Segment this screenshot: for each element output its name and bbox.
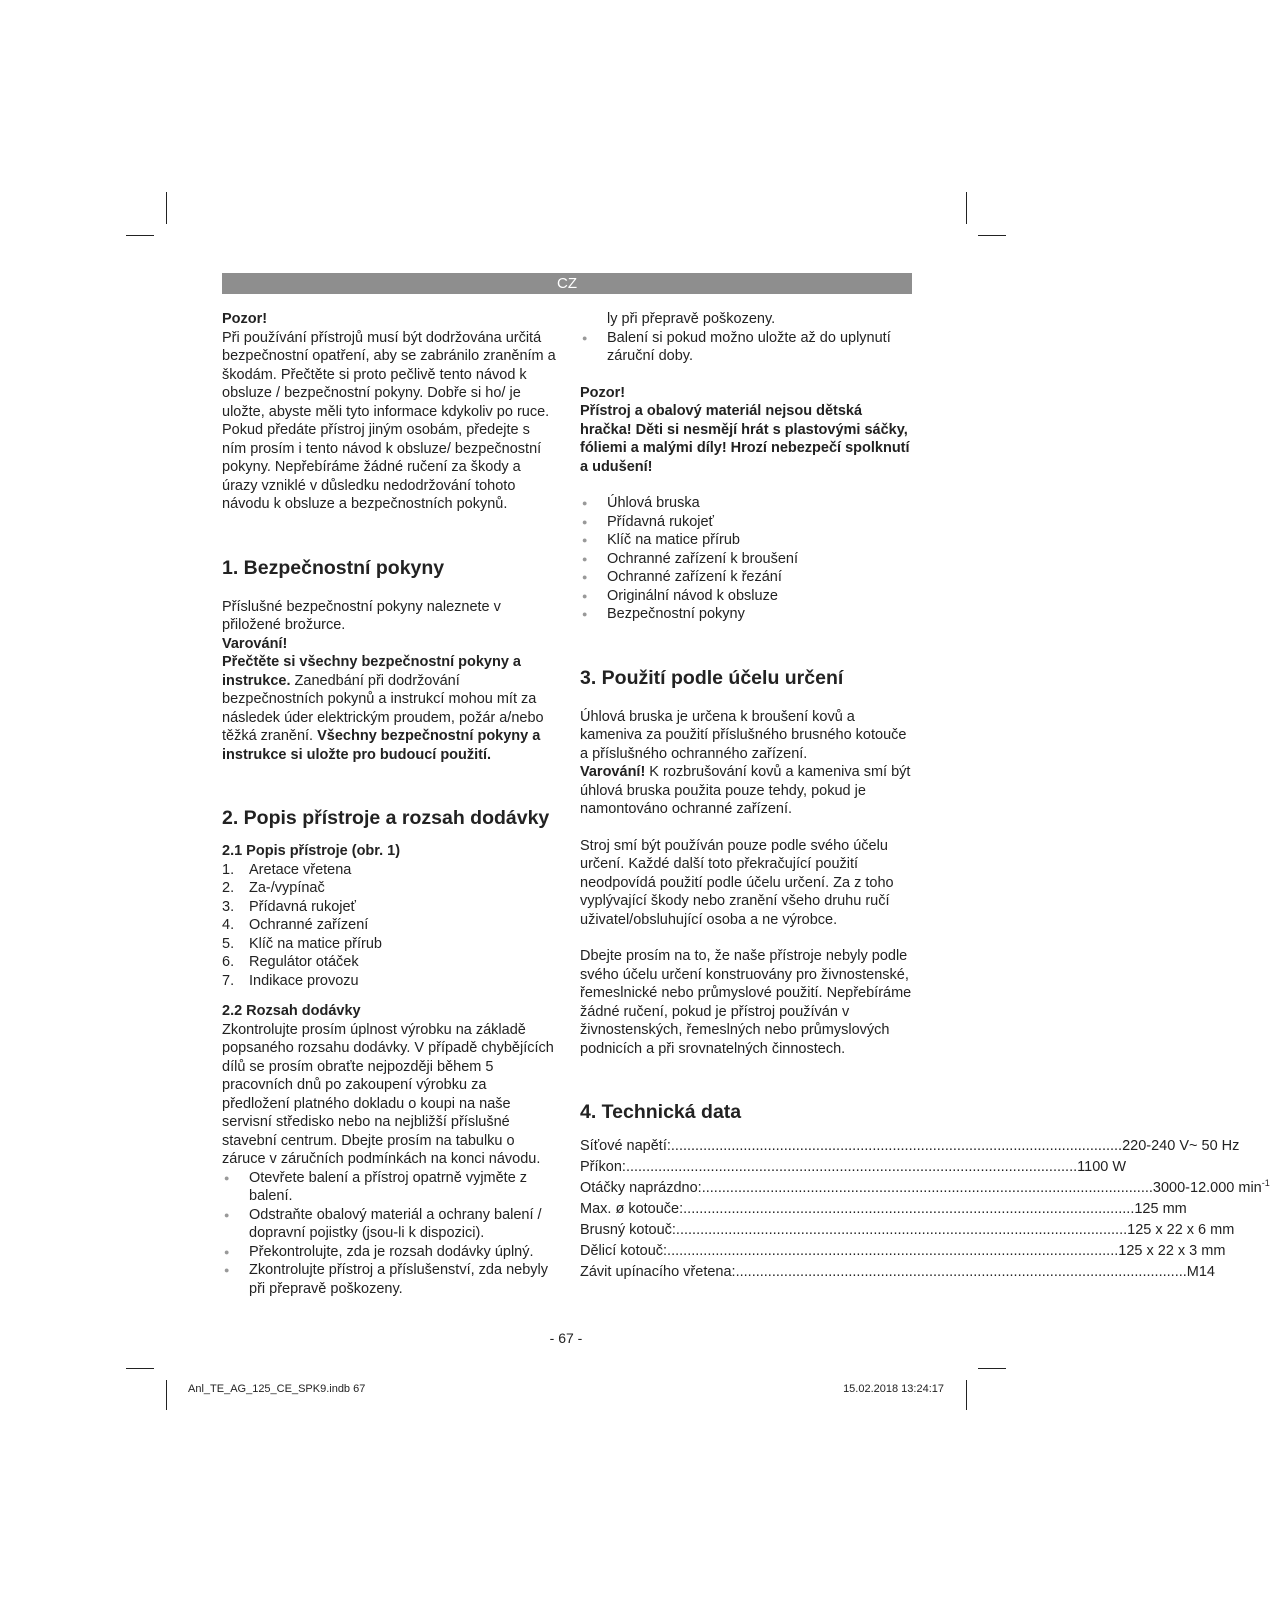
warning-title: Varování! bbox=[580, 764, 646, 780]
spec-table bbox=[580, 1136, 1270, 1283]
section-3-text-3: Dbejte prosím na to, že naše přístroje nebyly podle svého účelu určení konstruovány pro živnostenské, řemeslnické nebo průmyslové použití. Nepřebíráme žádné ručení, pokud je přístroj používán v živnostenských, řemeslných nebo průmyslových podnicích a při srovnatelných činnostech. bbox=[580, 948, 912, 1057]
list-item: 4. Ochranné zařízení bbox=[222, 917, 369, 933]
section-3-warning bbox=[580, 763, 912, 819]
section-2-1-heading: 2.1 Popis přístroje (obr. 1) bbox=[222, 843, 401, 859]
right-column bbox=[580, 310, 1270, 1283]
crop-mark bbox=[126, 235, 154, 236]
spec-row: Dělicí kotouč: ..... 125 x 22 x 3 mm bbox=[580, 1241, 912, 1262]
list-item: 1. Aretace vřetena bbox=[222, 861, 352, 878]
warning-text: Zanedbání při dodržování bezpečnostních pokynů a instrukcí mohou mít za následek úder elektrickým proudem, požár a/nebo těžká zranění. bbox=[222, 672, 544, 744]
spec-row: Příkon: ..... 1100 W bbox=[580, 1157, 912, 1178]
spec-row: Otáčky naprázdno: ..... 3000-12.000 $\min^{-1}$ bbox=[580, 1178, 912, 1199]
section-3-text: Úhlová bruska je určena k broušení kovů a kameniva za použití příslušného brusného kotouče a příslušného ochranného zařízení. bbox=[580, 708, 907, 762]
section-4-heading: 4. Technická data bbox=[580, 1101, 742, 1123]
list-item: ● Ochranné zařízení k řezání bbox=[580, 568, 912, 587]
parts-list bbox=[222, 861, 557, 991]
list-item: ● Balení si pokud možno uložte až do uplynutí záruční doby. bbox=[580, 329, 912, 366]
warning-text: K rozbrušování kovů a kameniva smí být úhlová bruska použita pouze tehdy, pokud je namontováno ochranné zařízení. bbox=[580, 764, 911, 817]
list-item: 7. Indikace provozu bbox=[222, 972, 359, 989]
unpacking-list bbox=[222, 1169, 557, 1297]
caution-text: Při používání přístrojů musí být dodržována určitá bezpečnostní opatření, aby se zabránilo zraněním a škodám. Přečtěte si proto pečlivě tento návod k obsluze / bezpečnostní pokyny. Dobře si ho/ je uložte, abyste měli tyto informace kdykoliv po ruce. Pokud předáte přístroj jiným osobám, předejte s ním prosím i tento návod k obsluze/ bezpečnostní pokyny. Nepřebíráme žádné ručení za škody a úrazy vzniklé v důsledku nedodržování tohoto návodu k obsluze a bezpečnostních pokynů. bbox=[222, 329, 556, 512]
list-item: 5. Klíč na matice přírub bbox=[222, 935, 382, 952]
section-1-warning bbox=[222, 653, 557, 764]
list-item: ● Zkontrolujte přístroj a příslušenství, zda nebyly při přepravě poškozeny. bbox=[222, 1261, 557, 1280]
warning-bold-1: Přečtěte si všechny bezpečnostní pokyny a instrukce. bbox=[222, 654, 521, 689]
left-column bbox=[222, 310, 557, 1297]
spec-row: Síťové napětí: ..... 220-240 V~ 50 Hz bbox=[580, 1136, 912, 1157]
list-item: 2. Za-/vypínač bbox=[222, 880, 325, 896]
page-number: - 67 - bbox=[549, 1330, 583, 1346]
list-item: ● Klíč na matice přírub bbox=[580, 531, 912, 550]
list-item: 6. Regulátor otáček bbox=[222, 954, 359, 970]
spec-row: Brusný kotouč: ..... 125 x 22 x 6 mm bbox=[580, 1220, 912, 1241]
section-1-heading: 1. Bezpečnostní pokyny bbox=[222, 556, 445, 579]
crop-mark bbox=[126, 1368, 154, 1369]
delivery-scope-list bbox=[580, 494, 912, 624]
crop-mark bbox=[966, 192, 967, 224]
spec-row: Max. ø kotouče: ..... 125 mm bbox=[580, 1199, 912, 1220]
bullet-continuation: ly při přepravě poškozeny. bbox=[607, 311, 776, 327]
section-3-heading: 3. Použití podle účelu určení bbox=[580, 666, 844, 689]
child-safety-warning: Přístroj a obalový materiál nejsou dětská hračka! Děti si nesmějí hrát s plastovými sáčky, fóliemi a malými díly! Hrozí nebezpečí spolknutí a udušení! bbox=[580, 403, 910, 475]
crop-mark bbox=[978, 235, 1006, 236]
crop-mark bbox=[966, 1380, 967, 1410]
list-item: ● Překontrolujte, zda je rozsah dodávky úplný. bbox=[222, 1243, 557, 1262]
list-item: ● Odstraňte obalový materiál a ochrany balení / dopravní pojistky (jsou-li k dispozici). bbox=[222, 1206, 557, 1243]
section-3-text-2: Stroj smí být používán pouze podle svého účelu určení. Každé další toto překračující použití neodpovídá použití podle účelu určení. Za z toho vyplývající škody nebo zranění všeho druhu ručí uživatel/obsluhující osoba a ne výrobce. bbox=[580, 837, 894, 928]
list-item: ● Ochranné zařízení k broušení bbox=[580, 550, 912, 569]
storage-list bbox=[580, 329, 912, 366]
caution-title: Pozor! bbox=[580, 384, 626, 401]
language-bar: CZ bbox=[222, 273, 912, 294]
warning-bold-2: Všechny bezpečnostní pokyny a instrukce si uložte pro budoucí použití. bbox=[222, 728, 541, 763]
spec-row: Závit upínacího vřetena: ..... M14 bbox=[580, 1262, 912, 1283]
print-date: 15.02.2018 13:24:17 bbox=[843, 1383, 944, 1395]
list-item: ● Přídavná rukojeť bbox=[580, 513, 912, 532]
list-item: ● Originální návod k obsluze bbox=[580, 587, 912, 606]
crop-mark bbox=[166, 192, 167, 224]
list-item: ● Úhlová bruska bbox=[580, 494, 912, 513]
section-1-text: Příslušné bezpečnostní pokyny naleznete v přiložené brožurce. bbox=[222, 598, 501, 633]
file-name: Anl_TE_AG_125_CE_SPK9.indb 67 bbox=[188, 1383, 366, 1395]
section-2-2-text: Zkontrolujte prosím úplnost výrobku na základě popsaného rozsahu dodávky. V případě chybějících dílů se prosím obraťte nejpozději během 5 pracovních dnů po zakoupení výrobku za předložení platného dokladu o koupi na naše servisní středisko nebo na nejbližší příslušné stavební centrum. Dbejte prosím na tabulku o záruce v záručních podmínkách na konci návodu. bbox=[222, 1021, 554, 1167]
list-item: ● Otevřete balení a přístroj opatrně vyjměte z balení. bbox=[222, 1169, 557, 1206]
section-1-warning-title: Varování! bbox=[222, 635, 288, 652]
crop-mark bbox=[166, 1380, 167, 1410]
list-item: 3. Přídavná rukojeť bbox=[222, 898, 356, 915]
section-2-2-heading: 2.2 Rozsah dodávky bbox=[222, 1003, 361, 1019]
section-2-heading: 2. Popis přístroje a rozsah dodávky bbox=[222, 807, 550, 829]
crop-mark bbox=[978, 1368, 1006, 1369]
list-item: ● Bezpečnostní pokyny bbox=[580, 605, 912, 624]
caution-title: Pozor! bbox=[222, 311, 268, 327]
